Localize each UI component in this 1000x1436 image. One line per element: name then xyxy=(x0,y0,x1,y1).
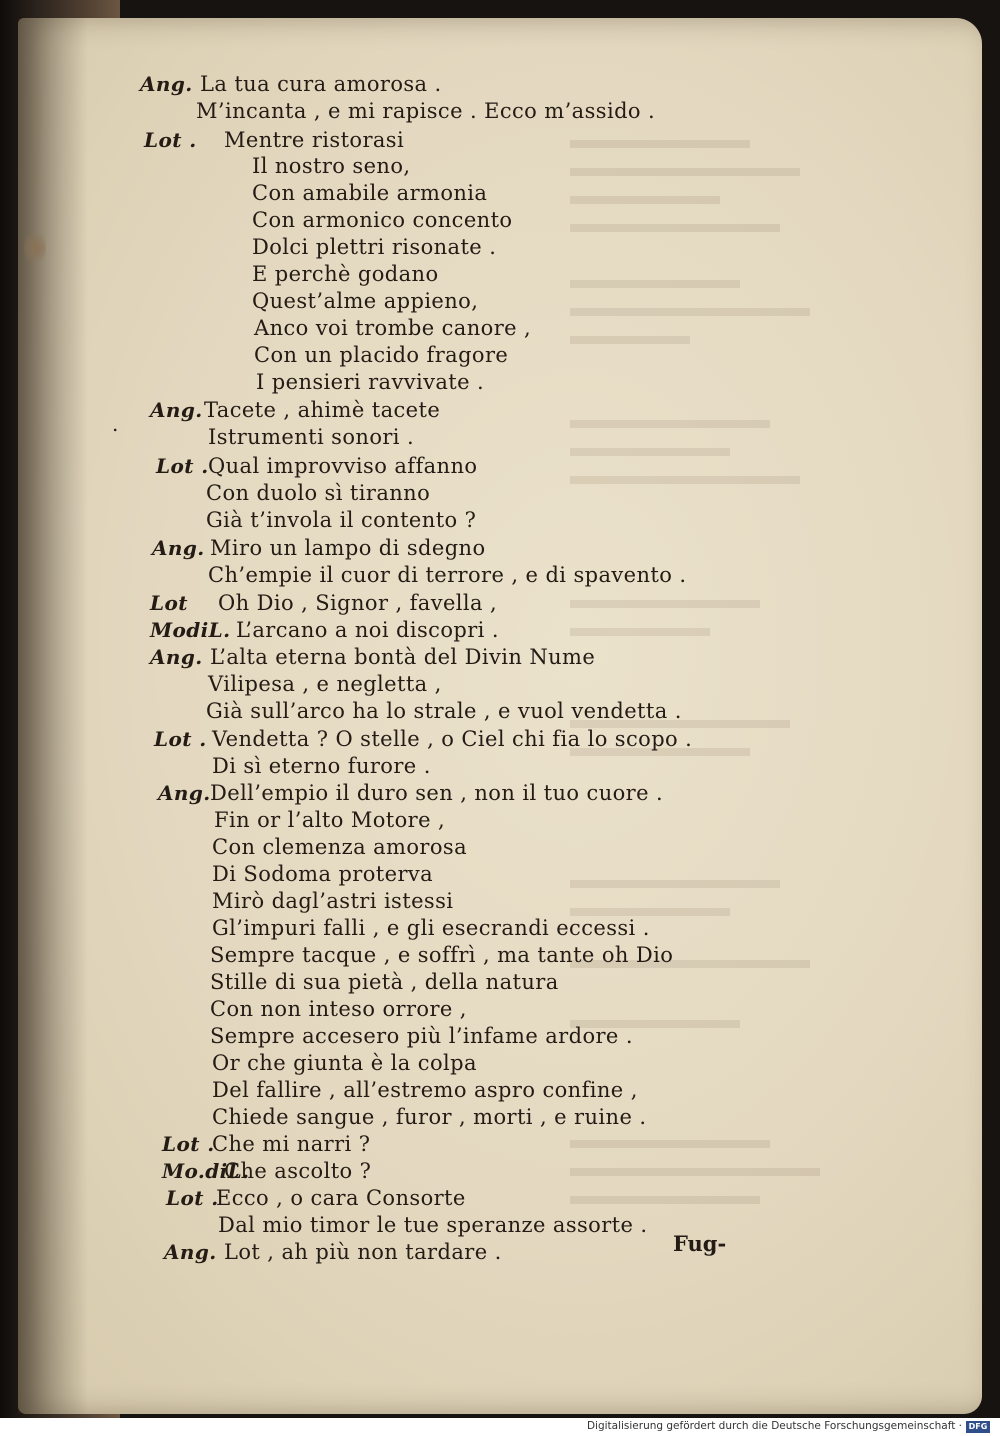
speaker-label: Lot . xyxy=(162,1132,215,1156)
verse-line: Già sull’arco ha lo strale , e vuol vendetta . xyxy=(206,699,682,723)
speaker-label: ModiL. xyxy=(150,618,231,642)
verse-line: Che ascolto ? xyxy=(224,1159,372,1183)
speaker-label: Lot . xyxy=(156,454,209,478)
margin-dot: . xyxy=(112,412,119,436)
speaker-label: Lot . xyxy=(154,727,207,751)
verse-line: Qual improvviso affanno xyxy=(208,454,478,478)
dfg-logo: DFG xyxy=(966,1421,990,1433)
verse-line: Con duolo sì tiranno xyxy=(206,481,431,505)
speaker-label: Mo.diL. xyxy=(162,1159,250,1183)
verse-line: Con armonico concento xyxy=(252,208,513,232)
verse-line: Con un placido fragore xyxy=(254,343,509,367)
verse-line: L’arcano a noi discopri . xyxy=(236,618,499,642)
verse-line: Con clemenza amorosa xyxy=(212,835,467,859)
verse-line: Mentre ristorasi xyxy=(224,128,405,152)
verse-line: Quest’alme appieno, xyxy=(252,289,479,313)
speaker-label: Lot xyxy=(150,591,188,615)
catchword: Fug- xyxy=(673,1231,727,1256)
verse-line: Vilipesa , e negletta , xyxy=(208,672,442,696)
verse-line: E perchè godano xyxy=(252,262,439,286)
verse-line: Miro un lampo di sdegno xyxy=(210,536,486,560)
verse-line: M’incanta , e mi rapisce . Ecco m’assido . xyxy=(196,99,656,123)
verse-line: Dolci plettri risonate . xyxy=(252,235,497,259)
verse-line: Gl’impuri falli , e gli esecrandi eccessi . xyxy=(212,916,650,940)
verse-line: Oh Dio , Signor , favella , xyxy=(218,591,498,615)
verse-line: Istrumenti sonori . xyxy=(208,425,415,449)
verse-line: Di sì eterno furore . xyxy=(212,754,431,778)
speaker-label: Ang. xyxy=(150,398,203,422)
verse-line: Del fallire , all’estremo aspro confine , xyxy=(212,1078,638,1102)
speaker-label: Ang. xyxy=(158,781,211,805)
verse-line: Il nostro seno, xyxy=(252,154,411,178)
verse-line: Fin or l’alto Motore , xyxy=(214,808,446,832)
verse-line: Di Sodoma proterva xyxy=(212,862,434,886)
verse-line: Sempre tacque , e soffrì , ma tante oh Dio xyxy=(210,943,674,967)
verse-line: Sempre accesero più l’infame ardore . xyxy=(210,1024,633,1048)
verse-line: Vendetta ? O stelle , o Ciel chi fia lo scopo . xyxy=(212,727,693,751)
verse-line: Ecco , o cara Consorte xyxy=(216,1186,466,1210)
verse-line: L’alta eterna bontà del Divin Nume xyxy=(210,645,596,669)
verse-line: Ch’empie il cuor di terrore , e di spavento . xyxy=(208,563,687,587)
verse-line: Chiede sangue , furor , morti , e ruine . xyxy=(212,1105,647,1129)
verse-line: Stille di sua pietà , della natura xyxy=(210,970,559,994)
verse-line: Mirò dagl’astri istessi xyxy=(212,889,454,913)
speaker-label: Lot . xyxy=(144,128,197,152)
speaker-label: Ang. xyxy=(150,645,203,669)
verse-line: Or che giunta è la colpa xyxy=(212,1051,477,1075)
verse-line: Con amabile armonia xyxy=(252,181,488,205)
speaker-label: Ang. xyxy=(152,536,205,560)
verse-line: Lot , ah più non tardare . xyxy=(224,1240,502,1264)
page-stain xyxy=(24,228,46,268)
verse-line: I pensieri ravvivate . xyxy=(256,370,485,394)
verse-line: Dal mio timor le tue speranze assorte . xyxy=(218,1213,648,1237)
speaker-label: Ang. xyxy=(140,72,193,96)
verse-line: Anco voi trombe canore , xyxy=(254,316,532,340)
gutter-shadow xyxy=(18,18,88,1414)
speaker-label: Ang. xyxy=(164,1240,217,1264)
verse-line: Dell’empio il duro sen , non il tuo cuore . xyxy=(210,781,664,805)
verse-line: Con non inteso orrore , xyxy=(210,997,467,1021)
verse-line: Tacete , ahimè tacete xyxy=(204,398,441,422)
verse-line: Che mi narri ? xyxy=(212,1132,371,1156)
verse-line: La tua cura amorosa . xyxy=(200,72,442,96)
footer-credit: Digitalisierung gefördert durch die Deutsche Forschungsgemeinschaft · xyxy=(586,1420,962,1432)
verse-line: Già t’invola il contento ? xyxy=(206,508,477,532)
speaker-label: Lot . xyxy=(166,1186,219,1210)
